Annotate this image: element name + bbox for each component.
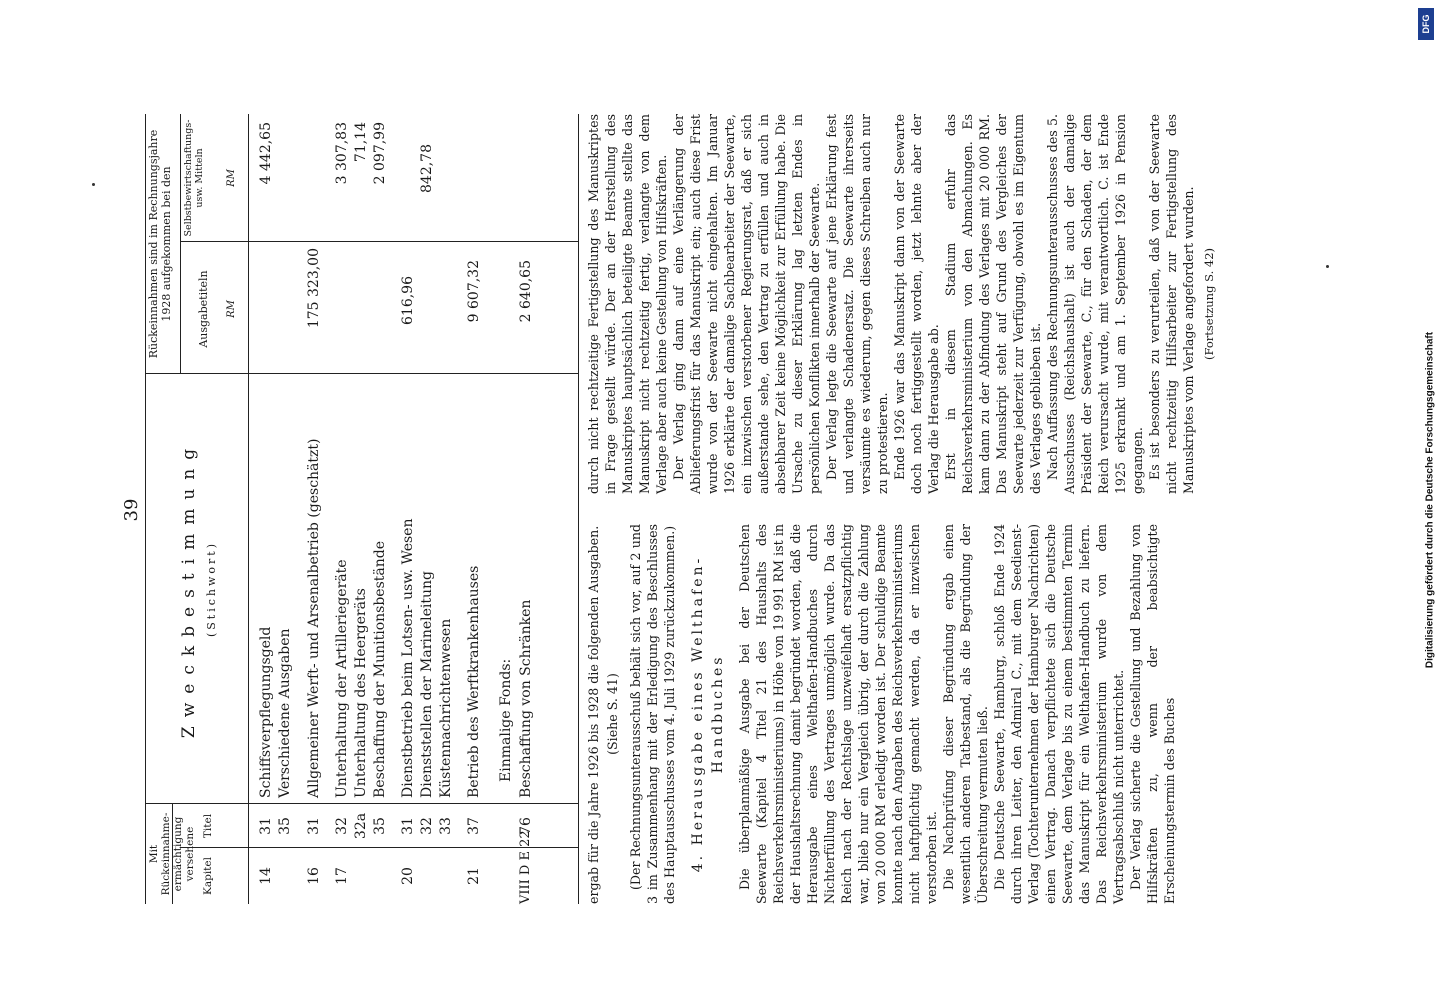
- unit-ausgabe: RM: [226, 300, 237, 318]
- cell-titel: 35: [372, 817, 388, 835]
- cell-titel: 31: [400, 817, 416, 835]
- cell-kapitel: 16: [306, 867, 322, 885]
- cell-zweck: Beschaffung der Munitionsbestände: [372, 541, 388, 798]
- section-heading: 4. Herausgabe eines Welthafen-Handbuches: [690, 555, 726, 873]
- cell-titel: 32: [334, 817, 350, 835]
- cell-titel: 37: [466, 817, 482, 835]
- revenue-table: [145, 114, 579, 904]
- paragraph: Ende 1926 war das Manuskript dann von der Seewarte doch noch fertiggestellt worden, jetzt lehnte aber der Verlag die Herausgabe ab.: [892, 114, 941, 494]
- cell-zweck: Schiffsverpflegungsgeld: [258, 626, 274, 798]
- paragraph: (Der Rechnungsunterausschuß behält sich vor, auf 2 und 3 im Zusammenhang mit der Erledigung des Beschlusses des Hauptausschusses vom 4. Juli 1929 zurückzukommen.): [628, 524, 677, 904]
- paragraph: Der Verlag ging dann auf eine Verlängerung der Ablieferungsfrist für das Manuskript ein; auch diese Frist wurde von der Seewarte nicht eingehalten. Im Januar 1926 erklärte der damalige Sachbearbeiter der Seewarte, ein inzwischen verstorbener Regierungsrat, daß er sich außerstande sehe, den Vertrag zu erfüllen und auch in absehbarer Zeit keine Möglichkeit zur Erfüllung habe. Die Ursache zu dieser Erklärung lag letzten Endes in persönlichen Konflikten innerhalb der Seewarte.: [671, 114, 822, 494]
- continuation-note: (Fortsetzung S. 42): [1202, 248, 1216, 360]
- cell-selbst: 4 442,65: [258, 122, 274, 185]
- cell-titel: 35: [277, 817, 293, 835]
- paragraph: Der Verlag legte die Seewarte auf jene Erklärung fest und verlangte Schadenersatz. Die Seewarte ihrerseits versäumte es wiederum, gegen dieses Schreiben auch nur zu protestieren.: [824, 114, 890, 494]
- paragraph: Die Nachprüfung dieser Begründung ergab einen wesentlich anderen Tatbestand, als die Begründung der Überschreitung vermuten ließ.: [941, 524, 990, 904]
- header-group-label: Mit Rückeinnahme-ermächtigung versehene: [148, 812, 197, 896]
- header-rueckeinnahmen: Rückeinnahmen sind im Rechnungsjahre 1928 aufgekommen bei den: [147, 129, 173, 359]
- cell-titel: 32a: [353, 812, 369, 840]
- header-ausgabetiteln: Ausgabetiteln: [197, 270, 210, 348]
- dfg-logo-icon: [1418, 8, 1434, 40]
- cell-titel: 76: [518, 817, 534, 835]
- scan-speck: [92, 183, 95, 186]
- digitization-credit: [1415, 0, 1445, 1000]
- cell-selbst: 842,78: [419, 144, 435, 193]
- cell-kapitel: 21: [466, 867, 482, 885]
- cell-zweck: Küstennachrichtenwesen: [438, 618, 454, 798]
- cell-selbst: 3 307,83: [334, 122, 350, 185]
- paragraph: Erst in diesem Stadium erfuhr das Reichsverkehrsministerium von den Abmachungen. Es kam dann zu der Abfindung des Verlages mit 20 000 RM. Das Manuskript steht auf Grund des Vergleiches der Seewarte jederzeit zur Verfügung, obwohl es im Eigentum des Verlages geblieben ist.: [943, 114, 1043, 494]
- header-kapitel: Kapitel: [202, 857, 214, 895]
- cell-kapitel: 14: [258, 867, 274, 885]
- cell-zweck: Einmalige Fonds:: [498, 658, 514, 782]
- left-column: [585, 524, 1178, 904]
- text-columns: [585, 114, 1325, 904]
- divider-line: [180, 241, 578, 242]
- cell-selbst: 2 097,99: [372, 122, 388, 185]
- credit-text: Digitalisierung gefördert durch die Deutsche Forschungsgemeinschaft: [1424, 331, 1436, 669]
- paragraph: Nach Auffassung des Rechnungsunterausschusses des 5. Ausschusses (Reichshaushalt) ist auch der damalige Präsident der Seewarte, C., für den Schaden, der dem Reich verursacht wurde, mit verantwortlich. C. ist Ende 1925 erkrankt und am 1. September 1926 in Pension gegangen.: [1045, 114, 1145, 494]
- dfg-logo-text: DFG: [1421, 14, 1431, 34]
- cell-titel: 31: [306, 817, 322, 835]
- header-zweck: Zweckbestimmung: [179, 439, 199, 739]
- cell-titel: 32: [419, 817, 435, 835]
- paragraph: Es ist besonders zu verurteilen, daß von der Seewarte nicht rechtzeitig Hilfsarbeiter zur Fertigstellung des Manuskriptes vom Verlage angefordert wurden.: [1147, 114, 1196, 494]
- paragraph: durch nicht rechtzeitige Fertigstellung des Manuskriptes in Frage gestellt würde. Der an der Herstellung des Manuskriptes hauptsächlich beteiligte Beamte stellte das Manuskript nicht rechtzeitig fertig, verlangte von dem Verlage aber auch keine Gestellung von Hilfskräften.: [586, 114, 669, 494]
- paragraph: Die Deutsche Seewarte, Hamburg, schloß Ende 1924 durch ihren Leiter, den Admiral C., mit dem Seedienst-Verlag (Tochterunternehmen der Hamburger Nachrichten) einen Vertrag. Danach verpflichtete sich die Deutsche Seewarte, dem Verlage bis zu einem bestimmten Termin das Manuskript für ein Welthafen-Handbuch zu liefern. Das Reichsverkehrsministerium wurde von dem Vertragsabschluß nicht unterrichtet.: [992, 524, 1126, 904]
- cell-ausgabe: 2 640,65: [518, 260, 534, 323]
- paragraph: Der Verlag sicherte die Gestellung und Bezahlung von Hilfskräften zu, wenn der beabsichtigte Erscheinungstermin des Buches: [1128, 524, 1177, 904]
- cell-ausgabe: 175 323,00: [306, 248, 322, 329]
- rotated-page: [115, 100, 1345, 920]
- paragraph: Die überplanmäßige Ausgabe bei der Deutschen Seewarte (Kapitel 4 Titel 21 des Haushalts des Reichsverkehrsministeriums) in Höhe von 19 991 RM ist in der Haushaltsrechnung damit begründet worden, daß die Herausgabe eines Welthafen-Handbuches durch Nichterfüllung des Vertrages unmöglich wurde. Da das Reich nach der Rechtslage unzweifelhaft ersatzpflichtig war, blieb nur ein Vergleich übrig, der durch die Zahlung von 20 000 RM erledigt worden ist. Der schuldige Beamte konnte nach den Angaben des Reichsverkehrsministeriums nicht haftpflichtig gemacht werden, da er inzwischen verstorben ist.: [737, 524, 939, 904]
- cell-ausgabe: 616,96: [400, 276, 416, 325]
- cell-ausgabe: 9 607,32: [466, 260, 482, 323]
- header-titel: Titel: [202, 813, 214, 839]
- cell-zweck: Dienstbetrieb beim Lotsen- usw. Wesen: [400, 518, 416, 798]
- cell-selbst: 71,14: [353, 122, 369, 163]
- header-selbstbewirtschaftung: Selbstbewirtschaftungs- usw. Mitteln: [183, 119, 205, 237]
- cell-zweck: Betrieb des Werftkrankenhauses: [466, 565, 482, 798]
- cell-zweck: Allgemeiner Werft- und Arsenalbetrieb (geschätzt): [306, 438, 322, 798]
- paragraph: ergab für die Jahre 1926 bis 1928 die folgenden Ausgaben.: [586, 525, 601, 904]
- cell-kapitel: 20: [400, 867, 416, 885]
- cell-zweck: Verschiedene Ausgaben: [277, 628, 293, 798]
- cell-zweck: Unterhaltung der Artilleriegeräte: [334, 559, 350, 798]
- cell-zweck: Beschaffung von Schränken: [518, 599, 534, 798]
- unit-selbst: RM: [226, 169, 237, 187]
- cell-zweck: Dienststellen der Marineleitung: [419, 570, 435, 798]
- reference-note: (Siehe S. 41): [605, 673, 620, 755]
- header-zweck-sub: (Stichwort): [205, 540, 218, 638]
- cell-titel: 33: [438, 817, 454, 835]
- right-column: [585, 114, 1218, 494]
- cell-kapitel: 17: [334, 867, 350, 885]
- cell-titel: 31: [258, 817, 274, 835]
- cell-kapitel: VIII D E 22: [518, 830, 533, 904]
- divider-line: [146, 373, 578, 374]
- page-number: 39: [121, 498, 142, 522]
- cell-zweck: Unterhaltung des Heergeräts: [353, 588, 369, 798]
